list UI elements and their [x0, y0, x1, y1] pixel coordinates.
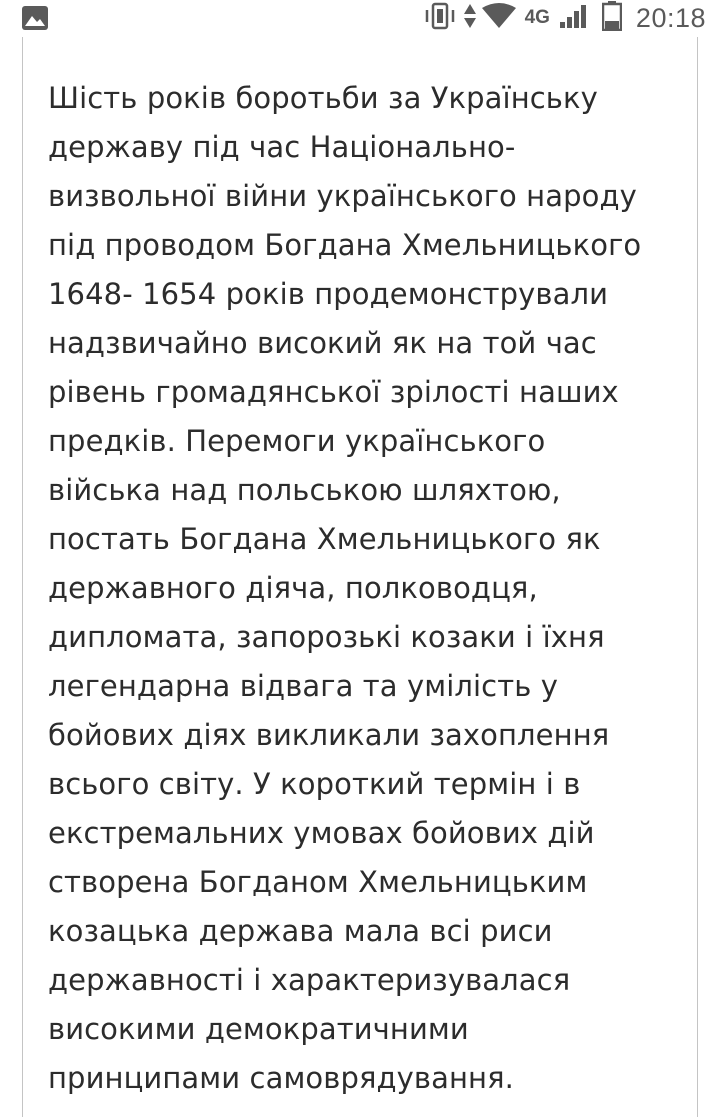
status-icons [423, 0, 706, 36]
battery-icon [590, 1, 622, 35]
network-type: 4G [524, 7, 550, 28]
data-arrows-icon [457, 3, 477, 33]
signal-icon [550, 3, 590, 33]
status-bar [0, 0, 720, 36]
vibrate-icon [423, 2, 457, 34]
image-icon [22, 6, 48, 34]
clock-time: 20:18 [635, 2, 706, 33]
wifi-icon [477, 2, 517, 34]
article-paragraph: Шість років боротьби за Українську державу під час Національно- визвольної війни українського народу під проводом Богдана Хмельницького 1648- 1654 років продемонстрували надзвичайно високий як на той час рівень громадянської зрілості наших предків. Перемоги українського війська над польською шляхтою, постать Богдана Хмельницького як державного діяча, полководця, дипломата, запорозькі козаки і їхня легендарна відвага та умілість у бойових діях викликали захоплення всього світу. У короткий термін і в екстремальних умовах бойових дій створена Богданом Хмельницьким козацька держава мала всі риси державності і характеризувалася високими демократичними принципами самоврядування. [48, 81, 642, 1095]
